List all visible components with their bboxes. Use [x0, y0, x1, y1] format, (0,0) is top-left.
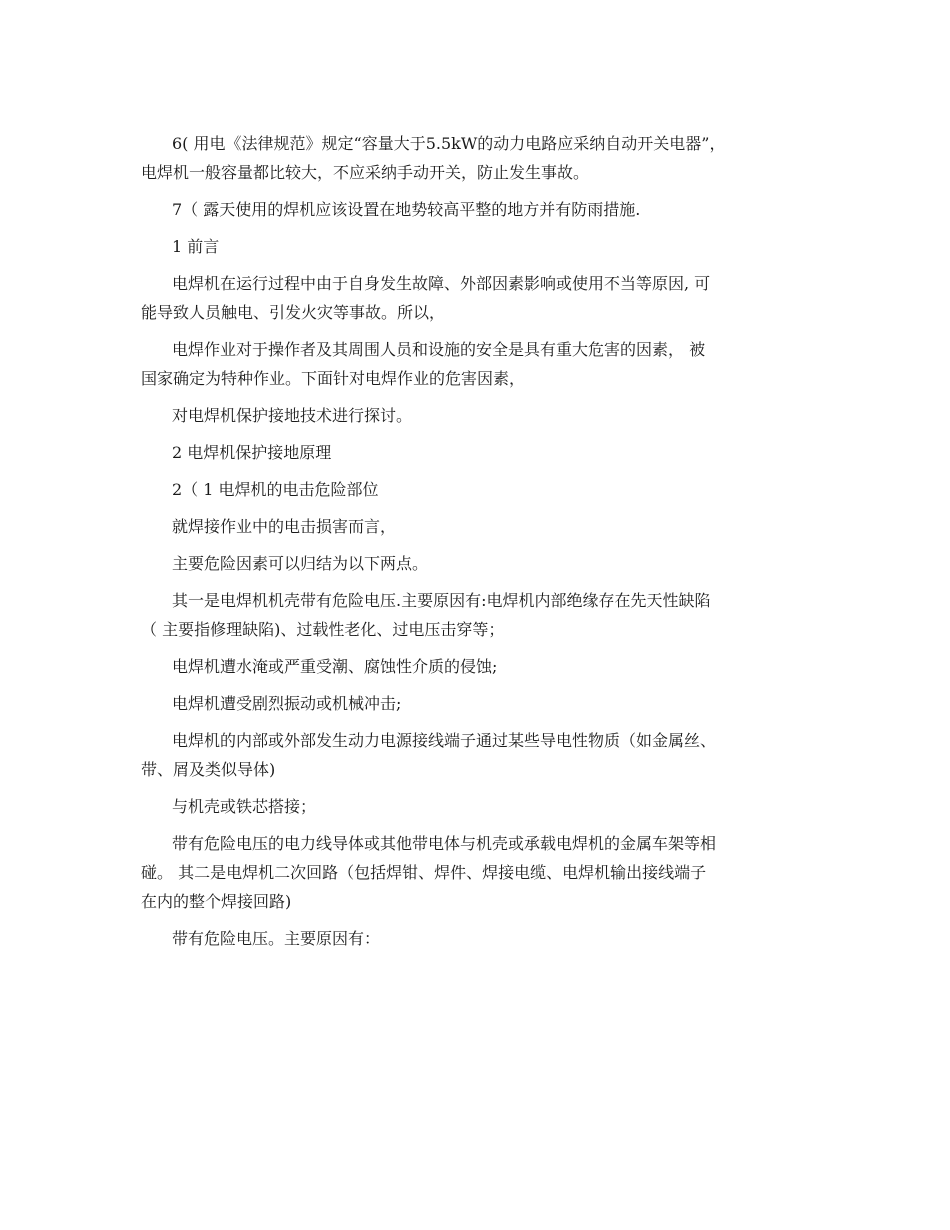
paragraph-1: [141, 129, 817, 187]
paragraph-line: 电焊机遭水淹或严重受潮、腐蚀性介质的侵蚀;: [172, 657, 498, 676]
paragraph-14: [141, 726, 817, 784]
paragraph-line: 对电焊机保护接地技术进行探讨。: [172, 406, 413, 425]
paragraph-4: [141, 269, 817, 327]
section-heading-preface: [141, 232, 817, 261]
paragraph-line: 带有危险电压的电力线导体或其他带电体与机壳或承载电焊机的金属车架等相: [172, 834, 717, 853]
paragraph-line: 就焊接作业中的电击损害而言，: [172, 517, 397, 536]
paragraph-line: 6( 用电《法律规范》规定“容量大于5.5kW的动力电路应采纳自动开关电器”，: [172, 134, 726, 153]
paragraph-line: 电焊机一般容量都比较大，不应采纳手动开关，防止发生事故。: [141, 163, 590, 182]
paragraph-line: 带、屑及类似导体): [141, 760, 276, 779]
paragraph-13: [141, 689, 817, 718]
paragraph-line: 主要危险因素可以归结为以下两点。: [172, 554, 429, 573]
paragraph-17: [141, 924, 817, 953]
paragraph-line: 国家确定为特种作业。下面针对电焊作业的危害因素，: [141, 369, 526, 388]
paragraph-line: 能导致人员触电、引发火灾等事故。所以，: [141, 303, 446, 322]
paragraph-line: 电焊作业对于操作者及其周围人员和设施的安全是具有重大危害的因素， 被: [172, 340, 706, 359]
paragraph-6: [141, 401, 817, 430]
paragraph-line: 电焊机的内部或外部发生动力电源接线端子通过某些导电性物质（如金属丝、: [172, 731, 717, 750]
paragraph-line: 电焊机在运行过程中由于自身发生故障、外部因素影响或使用不当等原因, 可: [172, 274, 711, 293]
document-body: [141, 129, 817, 961]
paragraph-16: [141, 829, 817, 916]
heading-line: 1 前言: [172, 237, 220, 256]
heading-line: 2 电焊机保护接地原理: [172, 443, 332, 462]
paragraph-line: 与机壳或铁芯搭接；: [172, 797, 317, 816]
paragraph-11: [141, 586, 817, 644]
paragraph-line: 带有危险电压。主要原因有：: [172, 929, 381, 948]
paragraph-line: 电焊机遭受剧烈振动或机械冲击;: [172, 694, 402, 713]
paragraph-9: [141, 512, 817, 541]
paragraph-line: 在内的整个焊接回路): [141, 892, 292, 911]
paragraph-2: [141, 195, 817, 224]
paragraph-line: 碰。 其二是电焊机二次回路（包括焊钳、焊件、焊接电缆、电焊机输出接线端子: [141, 863, 707, 882]
paragraph-5: [141, 335, 817, 393]
heading-line: 2（ 1 电焊机的电击危险部位: [172, 480, 379, 499]
paragraph-line: （ 主要指修理缺陷)、过载性老化、过电压击穿等；: [141, 620, 505, 639]
paragraph-12: [141, 652, 817, 681]
subsection-heading-2-1: [141, 475, 817, 504]
paragraph-15: [141, 792, 817, 821]
paragraph-line: 7（ 露天使用的焊机应该设置在地势较高平整的地方并有防雨措施.: [172, 200, 641, 219]
paragraph-line: 其一是电焊机机壳带有危险电压.主要原因有:电焊机内部绝缘存在先天性缺陷: [172, 591, 711, 610]
section-heading-2: [141, 438, 817, 467]
paragraph-10: [141, 549, 817, 578]
